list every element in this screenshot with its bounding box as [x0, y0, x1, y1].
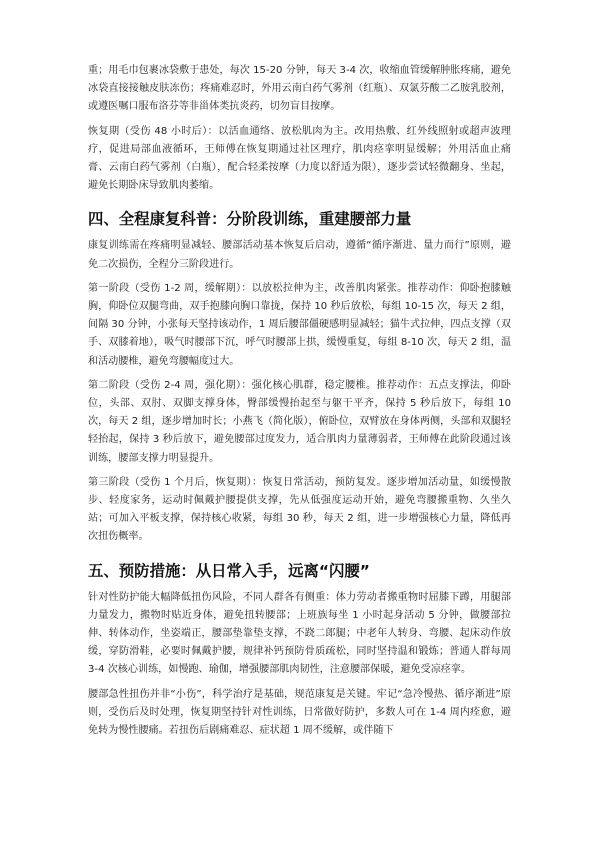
paragraph-acute-treatment: 重；用毛巾包裹冰袋敷于患处，每次 15-20 分钟，每天 3-4 次，收缩血管缓解肿胀疼痛，避免冰袋直接接触皮肤冻伤；疼痛难忍时，外用云南白药气雾剂（红瓶）、双氯芬酸二乙胺乳胶剂，或遵医嘱口服布洛芬等非甾体类抗炎药，切勿盲目按摩。 — [88, 65, 511, 113]
paragraph-stage-one: 第一阶段（受伤 1-2 周，缓解期）：以放松拉伸为主，改善肌肉紧张。推荐动作：仰卧抱膝触胸，仰卧位双腿弯曲，双手抱膝向胸口靠拢，保持 10 秒后放松，每组 10-15 次，每天 2 组，间隔 30 分钟，小张每天坚持该动作，1 周后腰部僵硬感明显减轻；猫牛式拉伸，四点支撑（双手、双膝着地），吸气时腰部下沉，呼气时腰部上拱，缓慢重复，每组 8-10 次，每天 2 组，温和活动腰椎，避免弯腰幅度过大。 — [88, 282, 511, 367]
section-heading-rehab: 四、全程康复科普：分阶段训练，重建腰部力量 — [88, 210, 412, 229]
paragraph-recovery-period: 恢复期（受伤 48 小时后）：以活血通络、放松肌肉为主。改用热敷、红外线照射或超声波理疗，促进局部血液循环，王师傅在恢复期通过社区理疗，肌肉痉挛明显缓解；外用活血止痛膏、云南白药气雾剂（白瓶），配合轻柔按摩（力度以舒适为限），逐步尝试轻微翻身、坐起，避免长期卧床导致肌肉萎缩。 — [88, 125, 511, 192]
paragraph-stage-two: 第二阶段（受伤 2-4 周，强化期）：强化核心肌群，稳定腰椎。推荐动作：五点支撑法，仰卧位，头部、双肘、双脚支撑身体，臀部缓慢抬起至与躯干平齐，保持 5 秒后放下，每组 10 次，每天 2 组，逐步增加时长；小燕飞（简化版），俯卧位，双臂放在身体两侧，头部和双腿轻轻抬起，保持 3 秒后放下，避免腰部过度发力，适合肌肉力量薄弱者，王师傅在此阶段通过该训练，腰部支撑力明显提升。 — [88, 379, 511, 464]
paragraph-conclusion: 腰部急性扭伤并非“小伤”，科学治疗是基础，规范康复是关键。牢记“急冷慢热、循序渐进”原则，受伤后及时处理，恢复期坚持针对性训练，日常做好防护，多数人可在 1-4 周内痊愈，避免转为慢性腰痛。若扭伤后剧痛难忍、症状超 1 周不缓解，或伴随下 — [88, 688, 511, 737]
section-heading-prevention: 五、预防措施：从日常入手，远离“闪腰” — [88, 561, 370, 580]
document-page — [88, 62, 511, 746]
paragraph-prevention: 针对性防护能大幅降低扭伤风险，不同人群各有侧重：体力劳动者搬重物时屈膝下蹲，用腿部力量发力，搬物时贴近身体，避免扭转腰部；上班族每坐 1 小时起身活动 5 分钟，做腰部拉伸、转体动作，坐姿端正，腰部垫靠垫支撑，不跷二郎腿；中老年人转身、弯腰、起床动作放缓，穿防滑鞋，必要时佩戴护腰，规律补钙预防骨质疏松，同时坚持温和锻炼；普通人群每周 3-4 次核心训练，如慢跑、瑜伽，增强腰部肌肉韧性，注意腰部保暖，避免受凉痉挛。 — [88, 591, 511, 676]
paragraph-rehab-intro: 康复训练需在疼痛明显减轻、腰部活动基本恢复后启动，遵循“循序渐进、量力而行”原则，避免二次损伤，全程分三阶段进行。 — [88, 240, 511, 270]
paragraph-stage-three: 第三阶段（受伤 1 个月后，恢复期）：恢复日常活动，预防复发。逐步增加活动量，如缓慢散步、轻度家务，运动时佩戴护腰提供支撑，先从低强度运动开始，避免弯腰搬重物、久坐久站；可加入平板支撑，保持核心收紧，每组 30 秒，每天 2 组，进一步增强核心力量，降低再次扭伤概率。 — [88, 476, 511, 543]
